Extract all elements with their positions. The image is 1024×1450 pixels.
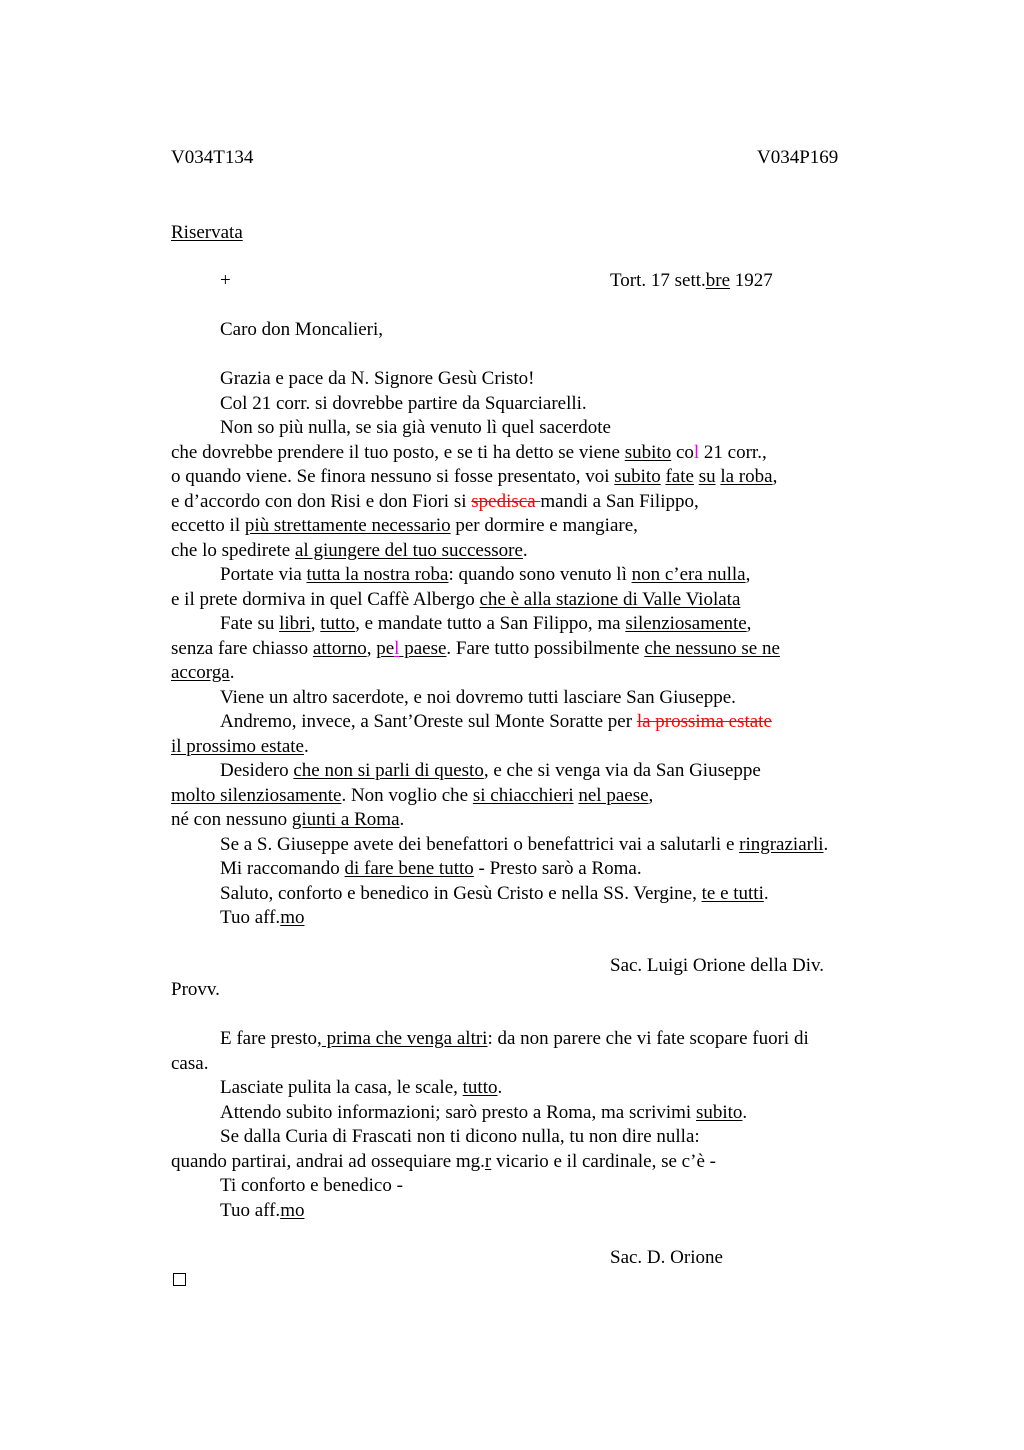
text-line: o quando viene. Se finora nessuno si fosse presentato, voi subito fate su la roba, [171, 466, 778, 487]
text-line: né con nessuno giunti a Roma. [171, 809, 405, 830]
text-line: e d’accordo con don Risi e don Fiori si spedisca mandi a San Filippo, [171, 490, 699, 512]
salutation: Caro don Moncalieri, [220, 319, 384, 340]
text-line: e il prete dormiva in quel Caffè Albergo che è alla stazione di Valle Violata [171, 588, 741, 610]
document-code-left: V034T134 [171, 147, 254, 168]
text-line: senza fare chiasso attorno, pel paese. Fare tutto possibilmente che nessuno se ne [171, 637, 780, 659]
text-line: Se dalla Curia di Frascati non ti dicono nulla, tu non dire nulla: [220, 1126, 700, 1147]
signature-postscript: Sac. D. Orione [610, 1247, 723, 1268]
text-line: accorga. [171, 662, 235, 683]
document-code-right: V034P169 [757, 147, 839, 168]
text-line: Andremo, invece, a Sant’Oreste sul Monte Soratte per la prossima estate [220, 711, 772, 732]
text-line: Grazia e pace da N. Signore Gesù Cristo! [220, 368, 535, 389]
text-line: che lo spedirete al giungere del tuo successore. [171, 539, 528, 561]
text-line: Viene un altro sacerdote, e noi dovremo tutti lasciare San Giuseppe. [220, 686, 736, 708]
text-line: Portate via tutta la nostra roba: quando sono venuto lì non c’era nulla, [220, 564, 751, 585]
text-line: Ti conforto e benedico - [220, 1175, 403, 1196]
text-line: Fate su libri, tutto, e mandate tutto a San Filippo, ma silenziosamente, [220, 613, 752, 634]
letter-date: Tort. 17 sett.bre 1927 [610, 270, 773, 291]
text-line: casa. [171, 1052, 209, 1074]
text-line: Mi raccomando di fare bene tutto - Presto sarò a Roma. [220, 858, 642, 879]
reserved-label: Riservata [171, 222, 243, 243]
text-line: Se a S. Giuseppe avete dei benefattori o benefattrici vai a salutarli e ringraziarli. [220, 833, 829, 855]
text-line: Desidero che non si parli di questo, e che si venga via da San Giuseppe [220, 760, 761, 781]
text-line: che dovrebbe prendere il tuo posto, e se ti ha detto se viene subito col 21 corr., [171, 441, 767, 463]
text-line: Col 21 corr. si dovrebbe partire da Squarciarelli. [220, 392, 587, 414]
text-line: Lasciate pulita la casa, le scale, tutto. [220, 1077, 503, 1098]
signature-main: Sac. Luigi Orione della Div. [610, 955, 825, 976]
text-line: E fare presto, prima che venga altri: da non parere che vi fate scopare fuori di [220, 1028, 809, 1049]
signature-main-continuation: Provv. [171, 979, 220, 1000]
text-line: il prossimo estate. [171, 735, 309, 757]
cross-symbol: + [220, 270, 231, 291]
checkbox-icon [173, 1273, 186, 1286]
text-line: quando partirai, andrai ad ossequiare mg.r vicario e il cardinale, se c’è - [171, 1150, 716, 1172]
text-line: molto silenziosamente. Non voglio che si chiacchieri nel paese, [171, 784, 654, 806]
text-line: Non so più nulla, se sia già venuto lì quel sacerdote [220, 417, 611, 438]
text-line: Tuo aff.mo [220, 1199, 305, 1221]
text-line: eccetto il più strettamente necessario per dormire e mangiare, [171, 515, 638, 536]
text-line: Tuo aff.mo [220, 907, 305, 928]
text-line: Attendo subito informazioni; sarò presto a Roma, ma scrivimi subito. [220, 1101, 748, 1123]
text-line: Saluto, conforto e benedico in Gesù Cristo e nella SS. Vergine, te e tutti. [220, 882, 769, 904]
